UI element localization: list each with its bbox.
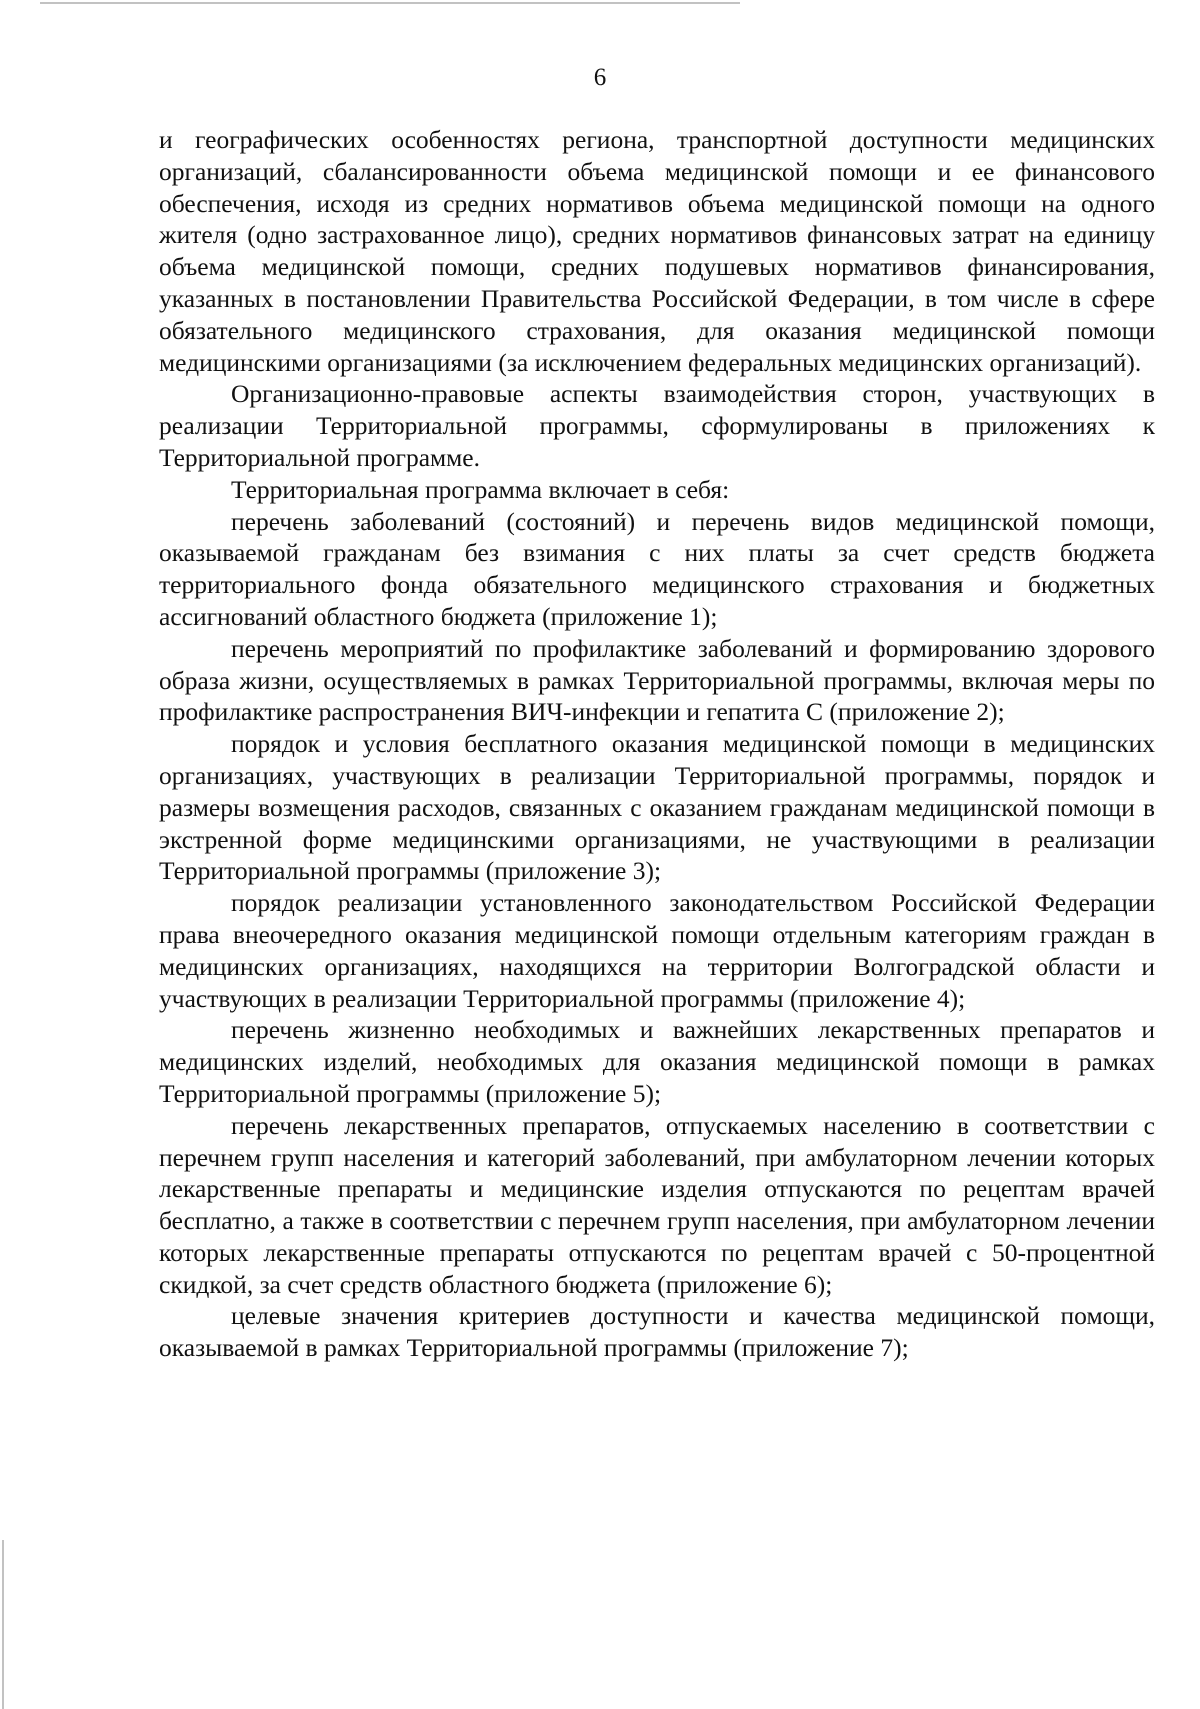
paragraph-program-includes: Территориальная программа включает в себя: [231,474,730,504]
list-item-appendix-1: перечень заболеваний (состояний) и перечень видов медицинской помощи, оказываемой гражданам без взимания с них платы за счет средств бюджета территориального фонда обязательного медицинского страхования и бюджетных ассигнований областного бюджета (приложение 1); [159,506,1155,631]
paragraph-org-legal-aspects: Организационно-правовые аспекты взаимодействия сторон, участвующих в реализации Территориальной программы, сформулированы в приложениях к Территориальной программе. [159,379,1155,472]
list-item-appendix-4: порядок реализации установленного законодательством Российской Федерации права внеочередного оказания медицинской помощи отдельным категориям граждан в медицинских организациях, находящихся на территории Волгоградской области и участвующих в реализации Территориальной программы (приложение 4); [159,888,1155,1013]
list-item-appendix-6: перечень лекарственных препаратов, отпускаемых населению в соответствии с перечнем групп населения и категорий заболеваний, при амбулаторном лечении которых лекарственные препараты и медицинские изделия отпускаются по рецептам врачей бесплатно, а также в соответствии с перечнем групп населения, при амбулаторном лечении которых лекарственные препараты отпускаются по рецептам врачей с 50-процентной скидкой, за счет средств областного бюджета (приложение 6); [159,1110,1155,1299]
paragraph-continuation: и географических особенностях региона, транспортной доступности медицинских организаций, сбалансированности объема медицинской помощи и ее финансового обеспечения, исходя из средних нормативов объема медицинской помощи на одного жителя (одно застрахованное лицо), средних нормативов финансовых затрат на единицу объема медицинской помощи, средних подушевых нормативов финансирования, указанных в постановлении Правительства Российской Федерации, в том числе в сфере обязательного медицинского страхования, для оказания медицинской помощи медицинскими организациями (за исключением федеральных медицинских организаций). [159,125,1155,377]
scan-edge-left [2,1540,4,1709]
page-number: 6 [593,64,607,91]
list-item-appendix-5: перечень жизненно необходимых и важнейших лекарственных препаратов и медицинских изделий, необходимых для оказания медицинской помощи в рамках Территориальной программы (приложение 5); [159,1015,1155,1108]
list-item-appendix-2: перечень мероприятий по профилактике заболеваний и формированию здорового образа жизни, осуществляемых в рамках Территориальной программы, включая меры по профилактике распространения ВИЧ-инфекции и гепатита С (приложение 2); [159,633,1155,727]
list-item-appendix-3: порядок и условия бесплатного оказания медицинской помощи в медицинских организациях, участвующих в реализации Территориальной программы, порядок и размеры возмещения расходов, связанных с оказанием гражданам медицинской помощи в экстренной форме медицинскими организациями, не участвующими в реализации Территориальной программы (приложение 3); [159,729,1155,886]
document-body [159,124,1155,1364]
list-item-appendix-7: целевые значения критериев доступности и качества медицинской помощи, оказываемой в рамках Территориальной программы (приложение 7); [159,1301,1155,1363]
scan-edge-top [40,2,740,4]
